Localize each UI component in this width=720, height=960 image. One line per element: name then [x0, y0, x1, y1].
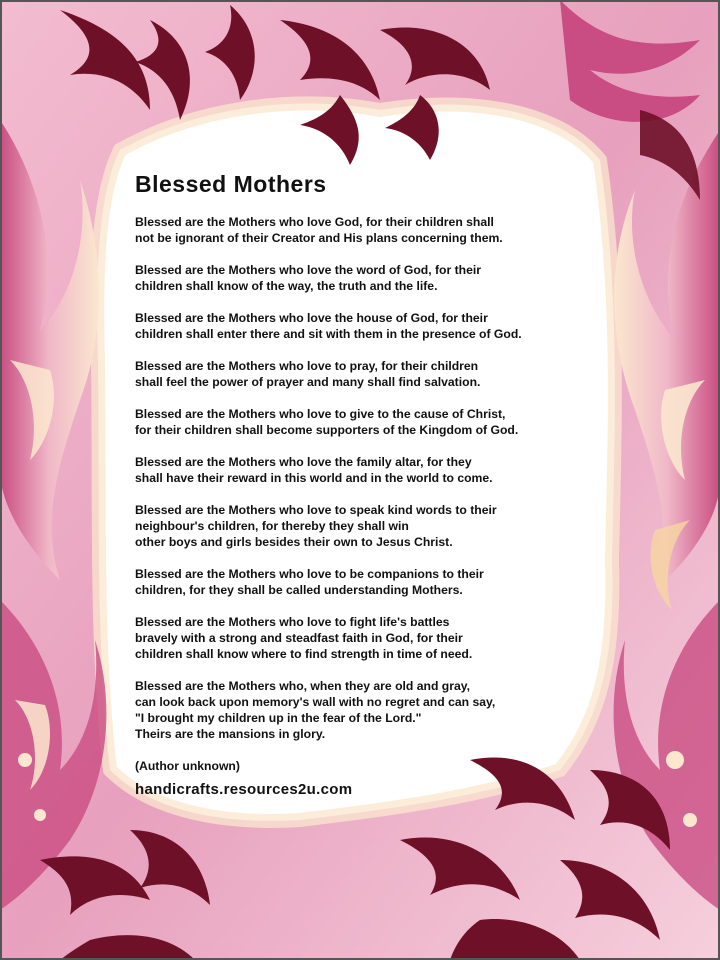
website-credit: handicrafts.resources2u.com: [135, 781, 353, 798]
poem-stanza: [135, 502, 575, 550]
poem-stanzas: [135, 214, 575, 742]
poem-line: Blessed are the Mothers who love the family altar, for they: [135, 455, 472, 469]
poem-line: Blessed are the Mothers who love God, for their children shall: [135, 215, 494, 229]
poem-line: "I brought my children up in the fear of the Lord.": [135, 711, 422, 725]
poem-line: Theirs are the mansions in glory.: [135, 727, 326, 741]
poem-line: Blessed are the Mothers who, when they are old and gray,: [135, 679, 471, 693]
poem-stanza: [135, 358, 575, 390]
poem-stanza: [135, 214, 575, 246]
poem-title: Blessed Mothers: [135, 171, 327, 197]
poem-line: shall have their reward in this world and in the world to come.: [135, 471, 493, 485]
poem-line: bravely with a strong and steadfast faith in God, for their: [135, 631, 463, 645]
poem-line: Blessed are the Mothers who love to pray, for their children: [135, 359, 479, 373]
author-credit: (Author unknown): [135, 759, 240, 773]
poem-line: children shall know where to find strength in time of need.: [135, 647, 473, 661]
poem-line: Blessed are the Mothers who love to speak kind words to their: [135, 503, 497, 517]
poem-line: not be ignorant of their Creator and His plans concerning them.: [135, 231, 503, 245]
poem-line: children, for they shall be called understanding Mothers.: [135, 583, 463, 597]
poem-stanza: [135, 310, 575, 342]
poem-line: children shall know of the way, the truth and the life.: [135, 279, 438, 293]
poem-line: shall feel the power of prayer and many shall find salvation.: [135, 375, 481, 389]
poem-stanza: [135, 262, 575, 294]
poem-content: [135, 170, 575, 800]
poem-line: Blessed are the Mothers who love to be companions to their: [135, 567, 484, 581]
poem-line: Blessed are the Mothers who love the word of God, for their: [135, 263, 482, 277]
poem-stanza: [135, 454, 575, 486]
poem-stanza: [135, 406, 575, 438]
poem-stanza: [135, 566, 575, 598]
poem-line: Blessed are the Mothers who love to give to the cause of Christ,: [135, 407, 506, 421]
poem-line: neighbour's children, for thereby they shall win: [135, 519, 409, 533]
poem-line: can look back upon memory's wall with no regret and can say,: [135, 695, 496, 709]
poem-stanza: [135, 678, 575, 742]
poem-stanza: [135, 614, 575, 662]
poem-line: other boys and girls besides their own to Jesus Christ.: [135, 535, 453, 549]
poem-line: children shall enter there and sit with them in the presence of God.: [135, 327, 522, 341]
poem-line: for their children shall become supporters of the Kingdom of God.: [135, 423, 519, 437]
poem-line: Blessed are the Mothers who love to fight life's battles: [135, 615, 450, 629]
poem-line: Blessed are the Mothers who love the house of God, for their: [135, 311, 488, 325]
